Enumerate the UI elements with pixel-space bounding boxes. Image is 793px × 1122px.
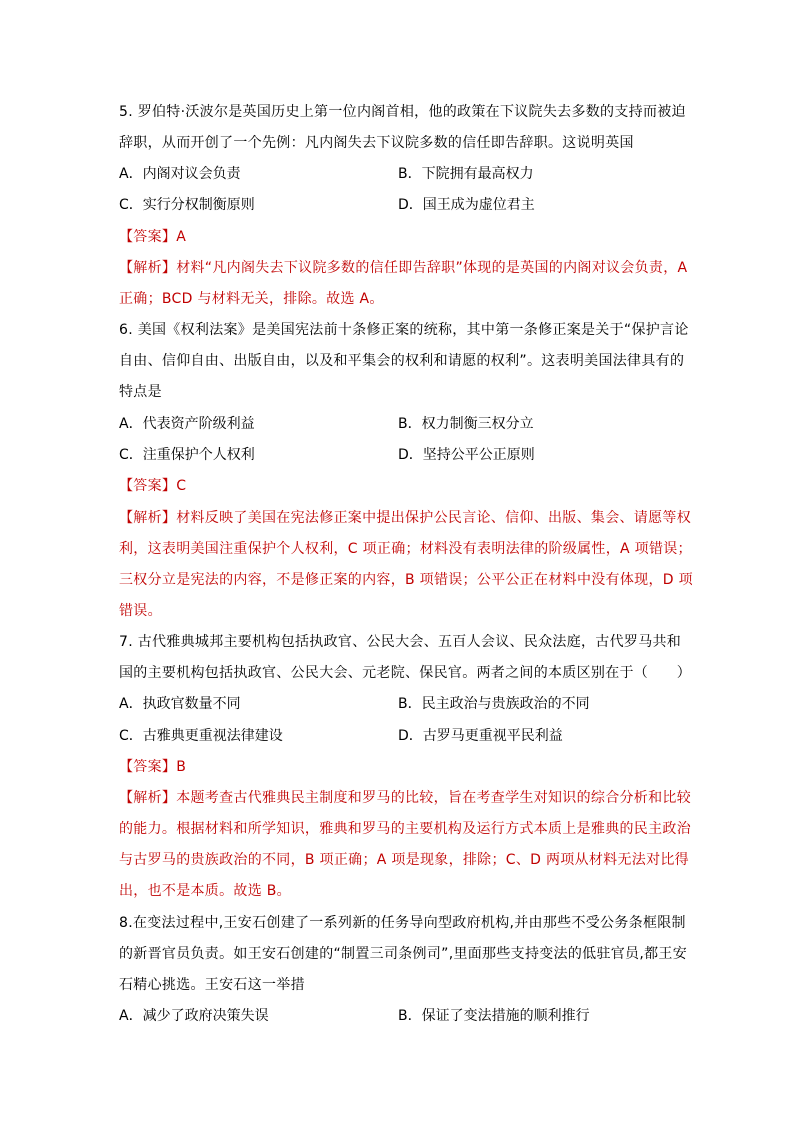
question-stem: 特点是 <box>119 384 162 400</box>
analysis-text: 本题考查古代雅典民主制度和罗马的比较，旨在考查学生对知识的综合分析和比较 <box>176 790 692 806</box>
analysis-text: 错误。 <box>119 603 162 619</box>
answer-label: 【答案】 <box>119 229 177 245</box>
option-d: D．坚持公平公正原则 <box>398 447 535 463</box>
answer-label: 【答案】 <box>119 478 177 494</box>
analysis-text: 材料反映了美国在宪法修正案中提出保护公民言论、信仰、出版、集会、请愿等权 <box>176 510 692 526</box>
question-stem: 石精心挑选。王安石这一举措 <box>119 977 305 993</box>
analysis-label: 【解析】 <box>119 260 177 276</box>
question-stem: 国的主要机构包括执政官、公民大会、元老院、保民官。两者之间的本质区别在于（ ） <box>119 665 691 681</box>
option-b: B．保证了变法措施的顺利推行 <box>398 1008 590 1024</box>
option-c: C．古雅典更重视法律建设 <box>119 728 283 744</box>
option-d: D．古罗马更重视平民利益 <box>398 728 563 744</box>
analysis-line <box>119 508 691 528</box>
analysis-label: 【解析】 <box>119 790 177 806</box>
analysis-text: 利，这表明美国注重保护个人权利，C 项正确；材料没有表明法律的阶级属性，A 项错误； <box>119 541 692 557</box>
answer-value: A <box>176 229 187 245</box>
answer-line <box>119 227 186 247</box>
question-stem: 8.在变法过程中,王安石创建了一系列新的任务导向型政府机构,并由那些不受公务条框限制 <box>119 915 686 931</box>
answer-value: B <box>176 759 187 775</box>
option-d: D．国王成为虚位君主 <box>398 197 535 213</box>
option-a: A．减少了政府决策失误 <box>119 1008 269 1024</box>
answer-line <box>119 476 186 496</box>
question-stem: 5. 罗伯特·沃波尔是英国历史上第一位内阁首相，他的政策在下议院失去多数的支持而被迫 <box>119 104 686 120</box>
question-stem: 7. 古代雅典城邦主要机构包括执政官、公民大会、五百人会议、民众法庭，古代罗马共和 <box>119 634 682 650</box>
analysis-line <box>119 788 691 808</box>
analysis-text: 三权分立是宪法的内容，不是修正案的内容，B 项错误；公平公正在材料中没有体现，D 项 <box>119 572 693 588</box>
question-stem: 自由、信仰自由、出版自由，以及和平集会的权利和请愿的权利”。这表明美国法律具有的 <box>119 353 685 369</box>
answer-value: C <box>176 478 187 494</box>
analysis-text: 与古罗马的贵族政治的不同，B 项正确；A 项是现象，排除；C、D 两项从材料无法对比得 <box>119 852 689 868</box>
question-stem: 的新晋官员负责。如王安石创建的“制置三司条例司”,里面那些支持变法的低驻官员,都王安 <box>119 946 688 962</box>
analysis-line <box>119 258 687 278</box>
option-a: A．内阁对议会负责 <box>119 166 241 182</box>
option-b: B．下院拥有最高权力 <box>398 166 534 182</box>
option-b: B．民主政治与贵族政治的不同 <box>398 696 590 712</box>
analysis-text: 材料“凡内阁失去下议院多数的信任即告辞职”体现的是英国的内阁对议会负责，A <box>176 260 688 276</box>
analysis-label: 【解析】 <box>119 510 177 526</box>
analysis-text: 出，也不是本质。故选 B。 <box>119 883 291 899</box>
option-c: C．注重保护个人权利 <box>119 447 255 463</box>
option-c: C．实行分权制衡原则 <box>119 197 255 213</box>
question-stem: 6. 美国《权利法案》是美国宪法前十条修正案的统称，其中第一条修正案是关于“保护言论 <box>119 322 689 338</box>
question-stem: 辞职，从而开创了一个先例：凡内阁失去下议院多数的信任即告辞职。这说明英国 <box>119 135 634 151</box>
answer-label: 【答案】 <box>119 759 177 775</box>
analysis-text: 正确；BCD 与材料无关，排除。故选 A。 <box>119 291 384 307</box>
option-b: B．权力制衡三权分立 <box>398 416 534 432</box>
option-a: A．执政官数量不同 <box>119 696 241 712</box>
option-a: A．代表资产阶级利益 <box>119 416 255 432</box>
answer-line <box>119 757 186 777</box>
analysis-text: 的能力。根据材料和所学知识，雅典和罗马的主要机构及运行方式本质上是雅典的民主政治 <box>119 821 691 837</box>
